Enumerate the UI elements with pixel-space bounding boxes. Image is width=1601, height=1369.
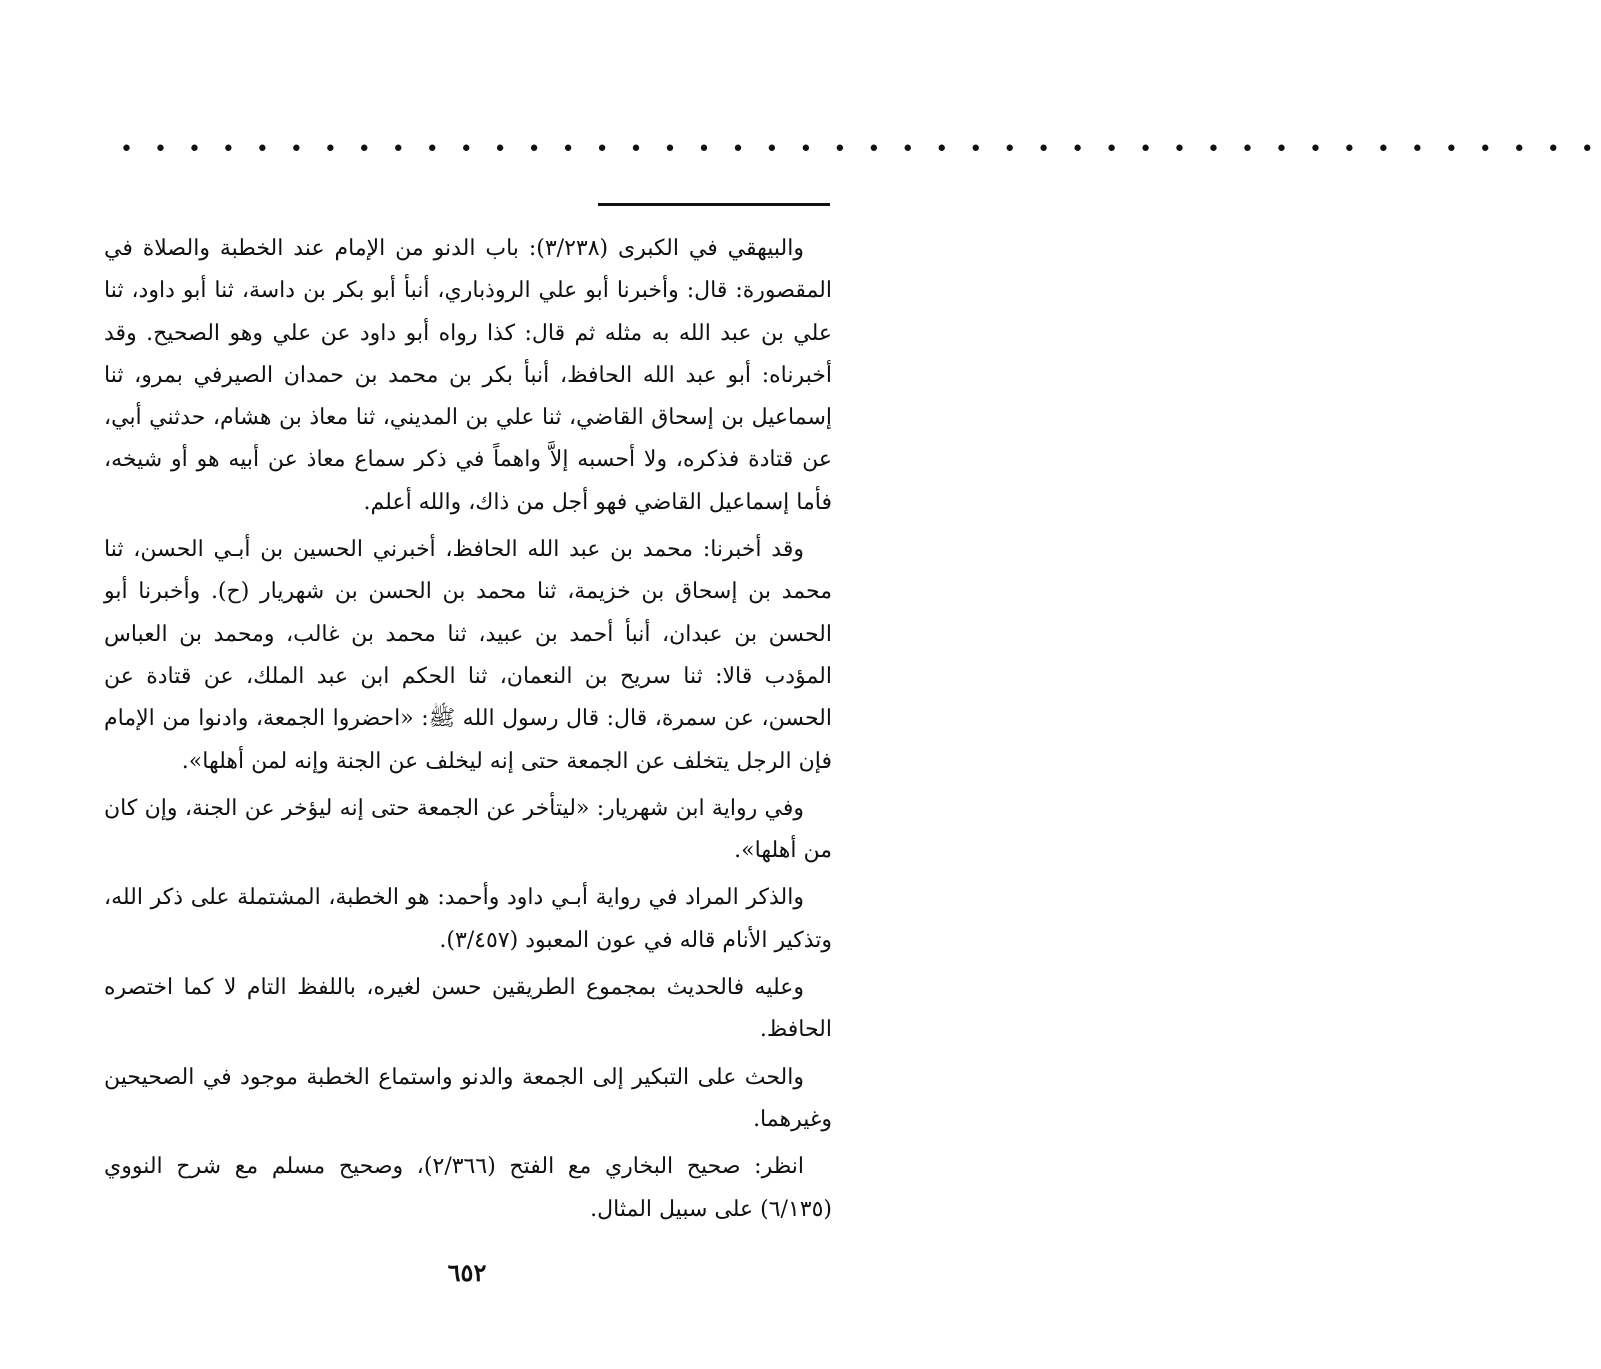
paragraph-dhikr-meaning: والذكر المراد في رواية أبـي داود وأحمد: هو الخطبة، المشتملة على ذكر الله، وتذكير الأنام قاله في عون المعبود (٣/٤٥٧). bbox=[104, 885, 832, 953]
paragraph-grading: وعليه فالحديث بمجموع الطريقين حسن لغيره، باللفظ التام لا كما اختصره الحافظ. bbox=[104, 975, 832, 1043]
paragraph-encouragement: والحث على التبكير إلى الجمعة والدنو واستماع الخطبة موجود في الصحيحين وغيرهما. bbox=[104, 1064, 832, 1132]
paragraph-ibn-shahriyar: وفي رواية ابن شهريار: «ليتأخر عن الجمعة حتى إنه ليؤخر عن الجنة، وإن كان من أهلها». bbox=[104, 795, 832, 864]
paragraph-chain-samura: وقد أخبرنا: محمد بن عبد الله الحافظ، أخبرني الحسين بن أبـي الحسن، ثنا محمد بن إسحاق بن خزيمة، ثنا محمد بن الحسن بن شهريار (ح). وأخبرنا أبو الحسن بن عبدان، أنبأ أحمد بن عبيد، ثنا محمد بن غالب، ومحمد بن العباس المؤدب قالا: ثنا سريح بن النعمان، ثنا الحكم ابن عبد الملك، عن قتادة عن الحسن، عن سمرة، قال: قال رسول الله ﷺ: «احضروا الجمعة، وادنوا من الإمام فإن الرجل يتخلف عن الجمعة حتى إنه ليخلف عن الجنة وإنه لمن أهلها». bbox=[104, 537, 832, 774]
page-number: ٦٥٢ bbox=[447, 1258, 487, 1287]
paragraph-references: انظر: صحيح البخاري مع الفتح (٢/٣٦٦)، وصحيح مسلم مع شرح النووي (٦/١٣٥) على سبيل المثال. bbox=[104, 1154, 832, 1222]
paragraph-bayhaqi: والبيهقي في الكبرى (٣/٢٣٨): باب الدنو من الإمام عند الخطبة والصلاة في المقصورة: قال: وأخبرنا أبو علي الروذباري، أنبأ أبو بكر بن داسة، ثنا أبو داود، ثنا علي بن عبد الله به مثله ثم قال: كذا رواه أبو داود عن علي وهو الصحيح. وقد أخبرناه: أبو عبد الله الحافظ، أنبأ بكر بن محمد بن حمدان الصيرفي بمرو، ثنا إسماعيل بن إسحاق القاضي، ثنا علي بن المديني، ثنا معاذ بن هشام، حدثني أبي، عن قتادة فذكره، ولا أحسبه إلاَّ واهماً في ذكر سماع معاذ عن أبيه هو أو شيخه، فأما إسماعيل القاضي فهو أجل من ذاك، والله أعلم. bbox=[104, 236, 832, 515]
footnote-text bbox=[104, 228, 832, 1236]
dotted-separator: • • • • • • • • • • • • • • • • • • • • • • • • • • • • • • • • • • • • • • • • • • • • bbox=[120, 137, 1601, 162]
footnote-rule bbox=[598, 203, 830, 206]
